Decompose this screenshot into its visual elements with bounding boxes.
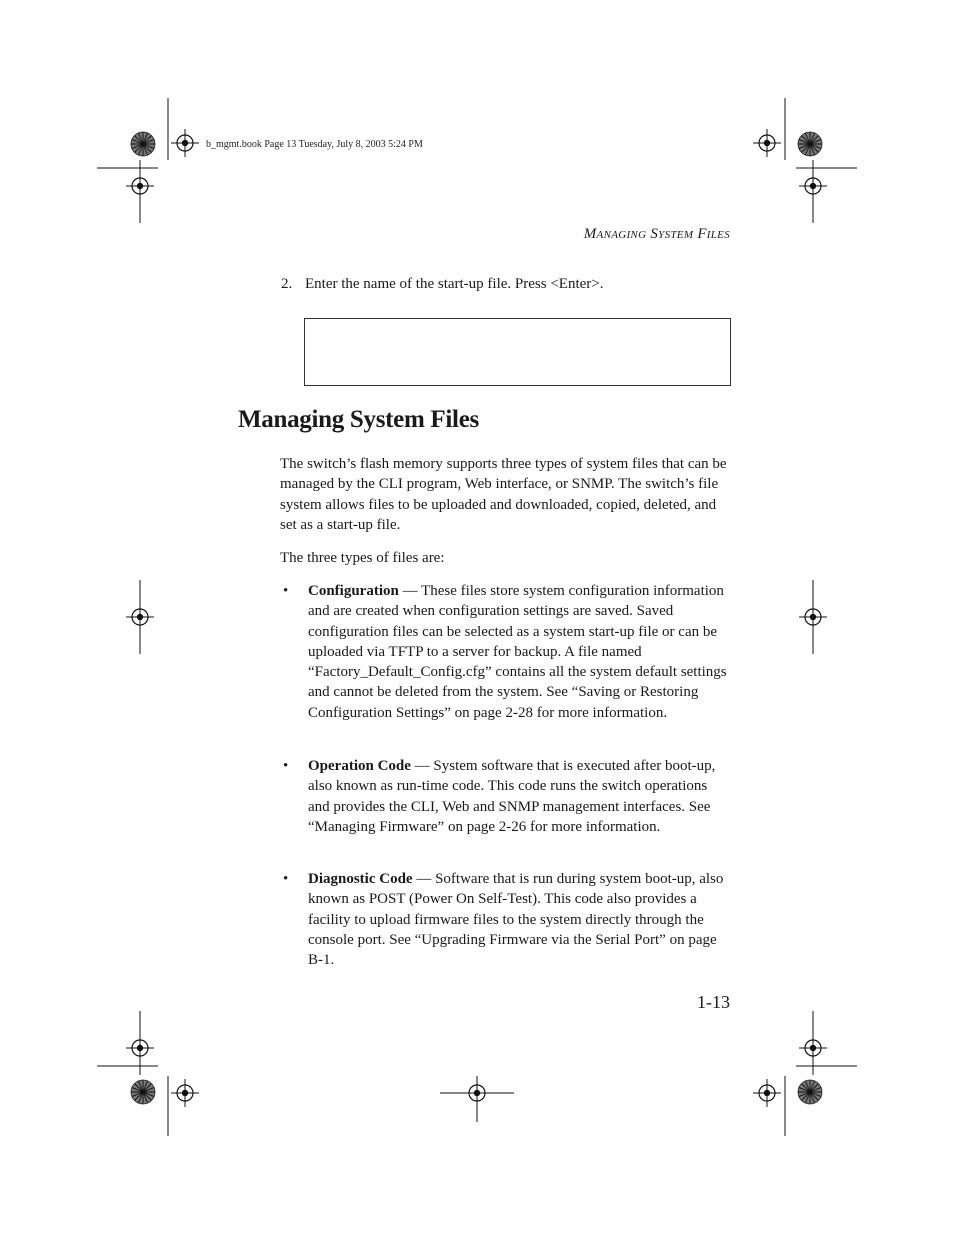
command-box: [304, 318, 731, 386]
section-title: Managing System Files: [238, 406, 479, 433]
bullet-term: Diagnostic Code: [308, 871, 413, 887]
bullet-configuration: [308, 581, 730, 723]
running-head: Managing System Files: [583, 226, 730, 242]
bullet-term: Operation Code: [308, 758, 411, 774]
bullet-marker: •: [283, 583, 289, 599]
step-number: 2.: [281, 276, 293, 292]
bullet-text: — Software that is run during system boot-up, also known as POST (Power On Self-Test). This code also provides a facility to upload firmware files to the system directly through the console port. See “Upgrading Firmware via the Serial Port” on page B-1.: [308, 871, 724, 969]
step-item: [281, 276, 604, 293]
bullet-operation-code: [308, 756, 730, 837]
types-intro: The three types of files are:: [280, 550, 445, 566]
printer-slug: b_mgmt.book Page 13 Tuesday, July 8, 2003 5:24 PM: [206, 139, 423, 150]
step-text: Enter the name of the start-up file. Press <Enter>.: [305, 276, 604, 292]
intro-paragraph: The switch’s flash memory supports three types of system files that can be managed by the CLI program, Web interface, or SNMP. The switch’s file system allows files to be uploaded and downloaded, copied, deleted, and set as a start-up file.: [280, 456, 727, 533]
bullet-marker: •: [283, 758, 289, 774]
bullet-diagnostic-code: [308, 869, 730, 970]
bullet-term: Configuration: [308, 583, 399, 599]
bullet-marker: •: [283, 871, 289, 887]
bullet-text: — These files store system configuration information and are created when configuration settings are saved. Saved configuration files can be selected as a system start-up file or can be uploaded via TFTP to a server for backup. A file named “Factory_Default_Config.cfg” contains all the system default settings and cannot be deleted from the system. See “Saving or Restoring Configuration Settings” on page 2-28 for more information.: [308, 583, 727, 721]
page-number: 1-13: [697, 992, 730, 1012]
bullet-text: — System software that is executed after boot-up, also known as run-time code. This code runs the switch operations and provides the CLI, Web and SNMP management interfaces. See “Managing Firmware” on page 2-26 for more information.: [308, 758, 716, 835]
